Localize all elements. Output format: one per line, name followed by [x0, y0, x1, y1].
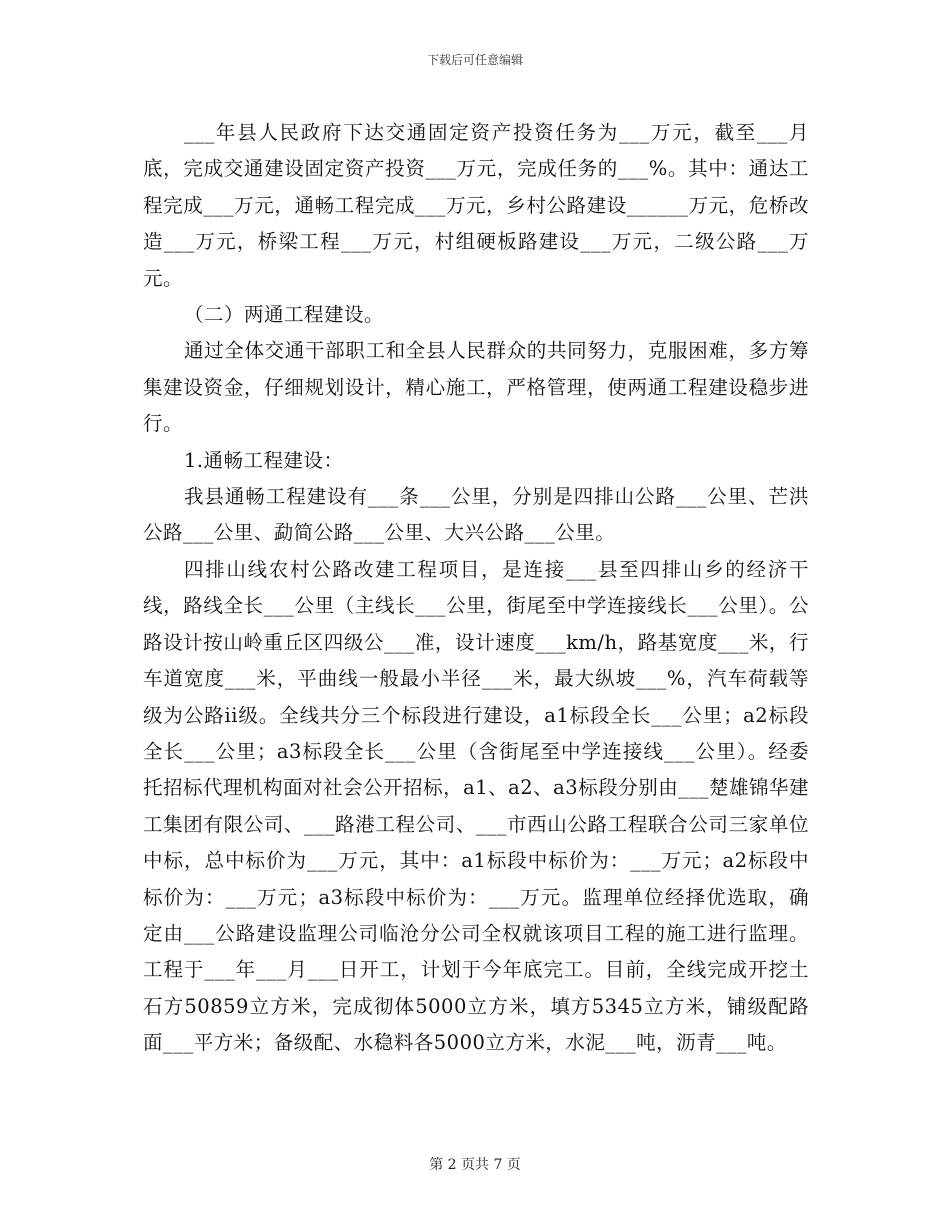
page-header: 下载后可任意编辑	[426, 53, 523, 67]
paragraph-sipaishan-road-details: 四排山线农村公路改建工程项目，是连接___县至四排山乡的经济干线，路线全长___公里（主线长___公里，街尾至中学连接线长___公里）。公路设计按山岭重丘区四级公___准，设计速度___km/h，路基宽度___米，行车道宽度___米，平曲线一般最小半径___米，最大纵坡___%，汽车荷载等级为公路ii级。全线共分三个标段进行建设，a1标段全长___公里；a2标段全长___公里；a3标段全长___公里（含街尾至中学连接线___公里）。经委托招标代理机构面对社会公开招标，a1、a2、a3标段分别由___楚雄锦华建工集团有限公司、___路港工程公司、___市西山公路工程联合公司三家单位中标，总中标价为___万元，其中：a1标段中标价为：___万元；a2标段中标价为：___万元；a3标段中标价为：___万元。监理单位经择优选取，确定由___公路建设监理公司临沧分公司全权就该项目工程的施工进行监理。工程于___年___月___日开工，计划于今年底完工。目前，全线完成开挖土石方50859立方米，完成彻体5000立方米，填方5345立方米，铺级配路面___平方米；备级配、水稳料各5000立方米，水泥___吨，沥青___吨。	[143, 557, 809, 1055]
paragraph-smooth-project-routes: 我县通畅工程建设有___条___公里，分别是四排山公路___公里、芒洪公路___公里、勐简公路___公里、大兴公路___公里。	[143, 485, 809, 545]
paragraph-project-overview: 通过全体交通干部职工和全县人民群众的共同努力，克服困难，多方筹集建设资金，仔细规划设计，精心施工，严格管理，使两通工程建设稳步进行。	[143, 339, 809, 436]
subsection-heading-smooth-project: 1.通畅工程建设：	[183, 448, 344, 472]
page-footer: 第 2 页共 7 页	[429, 1157, 521, 1173]
document-body	[143, 115, 809, 1062]
paragraph-investment-summary: ___年县人民政府下达交通固定资产投资任务为___万元，截至___月底，完成交通建设固定资产投资___万元，完成任务的___%。其中：通达工程完成___万元，通畅工程完成___万元，乡村公路建设______万元，危桥改造___万元，桥梁工程___万元，村组硬板路建设___万元，二级公路___万元。	[143, 121, 809, 290]
section-heading-two-way-project: （二）两通工程建设。	[183, 303, 384, 327]
